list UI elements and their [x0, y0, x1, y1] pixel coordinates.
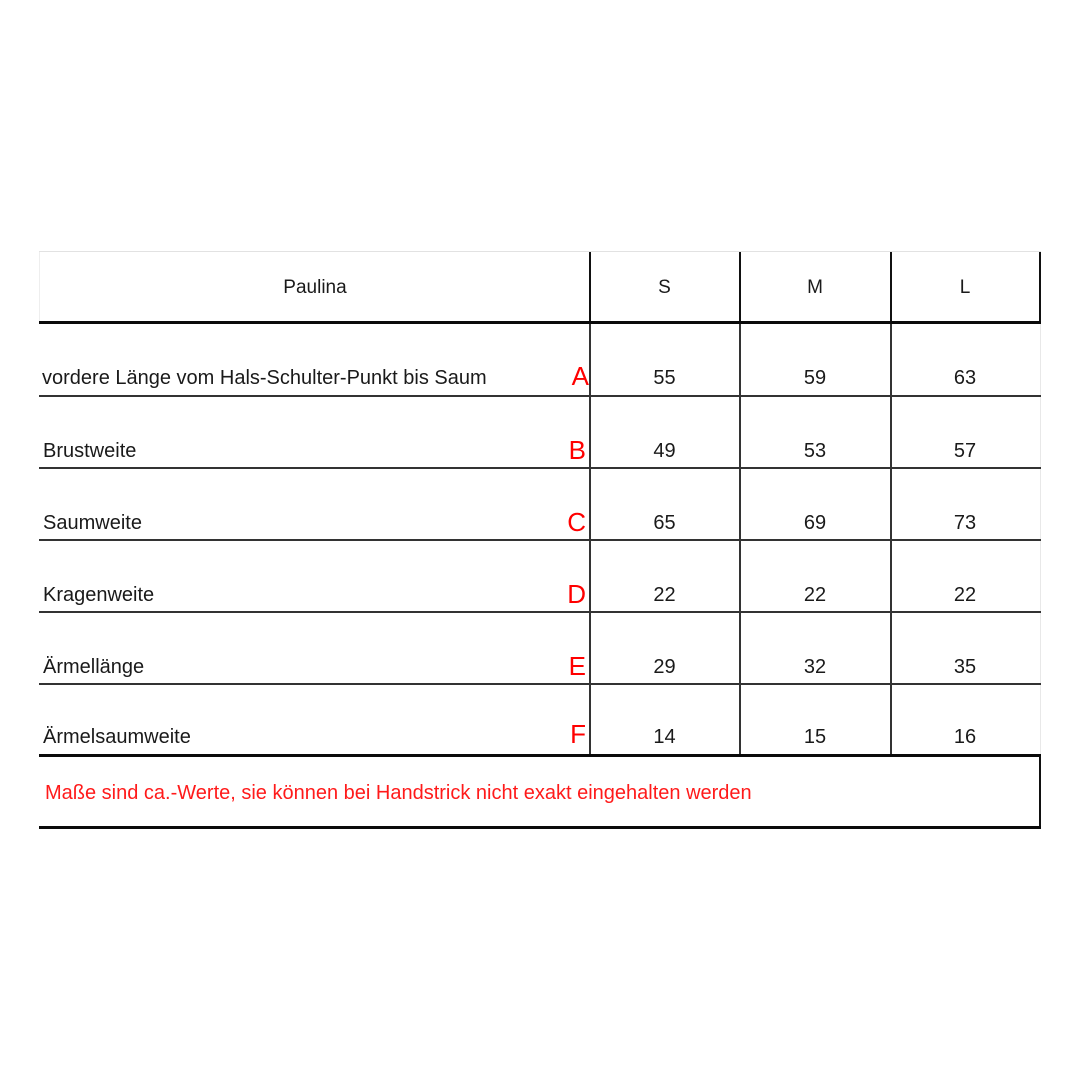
table-row — [39, 397, 1041, 469]
value-s: 49 — [653, 440, 676, 462]
value-m: 59 — [803, 367, 827, 389]
disclaimer-note: Maße sind ca.-Werte, sie können bei Handstrick nicht exakt eingehalten werden — [45, 782, 752, 804]
value-m: 69 — [803, 512, 827, 534]
header-right-border — [1039, 252, 1041, 323]
row-label: vordere Länge vom Hals-Schulter-Punkt bis Saum — [42, 367, 487, 389]
table-row — [39, 541, 1041, 613]
size-header-s: S — [658, 276, 671, 298]
note-row — [39, 756, 1041, 828]
value-m: 22 — [803, 584, 827, 606]
value-l: 73 — [953, 512, 977, 534]
row-label: Saumweite — [43, 512, 142, 534]
row-label: Brustweite — [43, 440, 137, 462]
header-divider — [890, 252, 892, 323]
value-l: 57 — [953, 440, 977, 462]
value-l: 63 — [953, 367, 977, 389]
value-m: 15 — [803, 726, 827, 748]
row-letter: D — [567, 579, 586, 609]
table-row — [39, 685, 1041, 755]
row-letter: C — [567, 507, 586, 537]
row-letter: E — [568, 651, 586, 681]
value-s: 14 — [653, 726, 676, 748]
size-header-m: M — [807, 276, 823, 298]
header-divider — [589, 252, 591, 323]
row-label: Ärmelsaumweite — [43, 726, 191, 748]
size-chart-table — [39, 251, 1041, 829]
row-label: Kragenweite — [43, 584, 155, 606]
value-l: 16 — [953, 726, 977, 748]
table-row — [39, 613, 1041, 685]
value-l: 22 — [953, 584, 977, 606]
table-row — [39, 469, 1041, 541]
row-label: Ärmellänge — [43, 656, 145, 678]
table-row — [39, 324, 1041, 396]
table-bottom-border — [39, 826, 1041, 829]
table-title: Paulina — [39, 252, 590, 323]
value-l: 35 — [953, 656, 977, 678]
value-s: 29 — [653, 656, 676, 678]
value-s: 22 — [653, 584, 676, 606]
row-letter: F — [570, 719, 586, 749]
row-letter: A — [571, 361, 589, 391]
value-m: 53 — [803, 440, 827, 462]
value-s: 65 — [653, 512, 676, 534]
value-s: 55 — [653, 367, 676, 389]
header-divider — [739, 252, 741, 323]
row-letter: B — [568, 435, 586, 465]
size-header-l: L — [959, 276, 971, 298]
value-m: 32 — [803, 656, 827, 678]
